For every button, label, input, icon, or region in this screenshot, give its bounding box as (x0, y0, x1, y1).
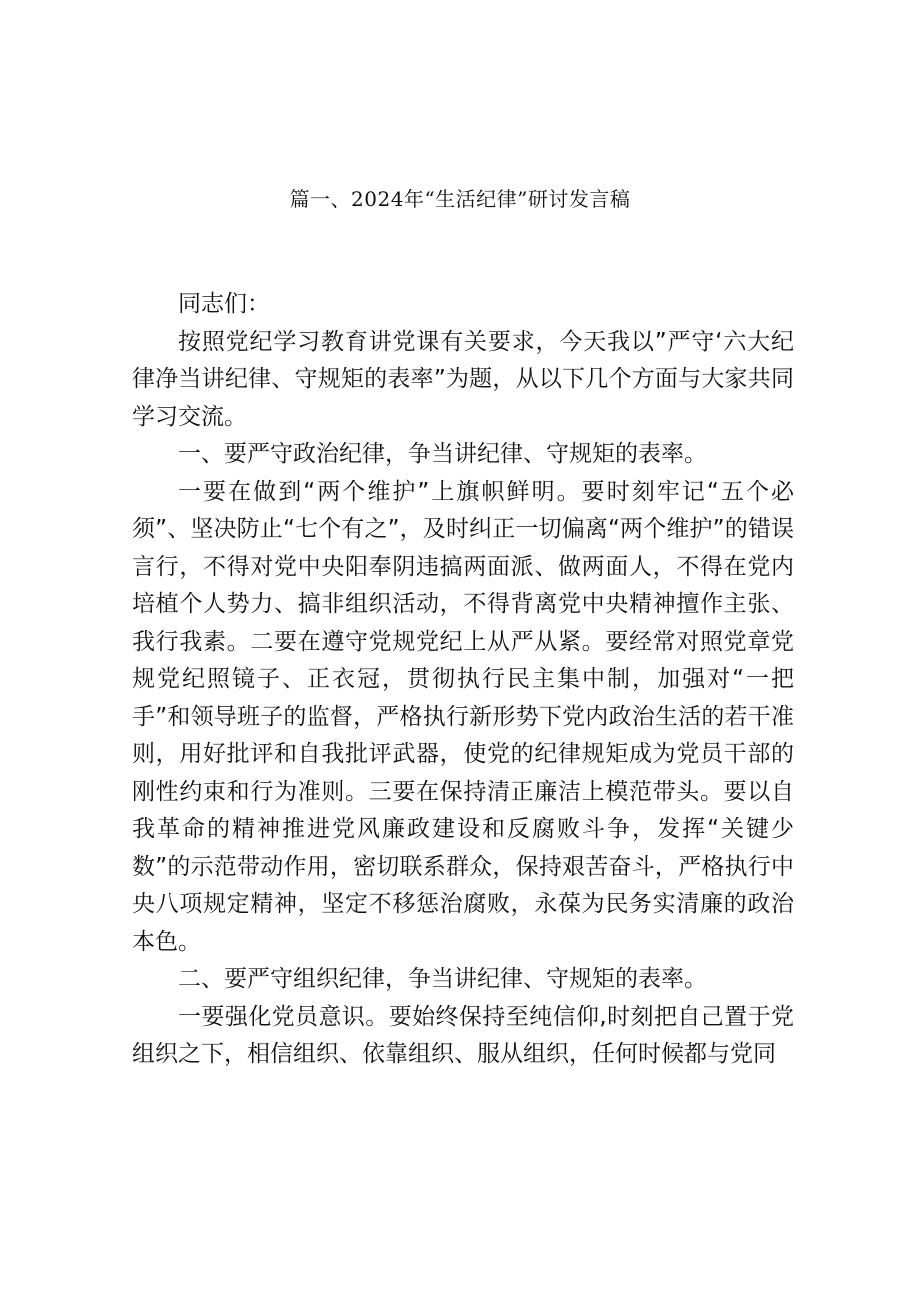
section-body-1: 一要在做到“两个维护”上旗帜鲜明。要时刻牢记“五个必须”、坚决防止“七个有之”，及时纠正一切偏离“两个维护”的错误言行，不得对党中央阳奉阴违搞两面派、做两面人，不得在党内培植个人势力、搞非组织活动，不得背离党中央精神擅作主张、我行我素。二要在遵守党规党纪上从严从紧。要经常对照党章党规党纪照镜子、正衣冠，贯彻执行民主集中制，加强对“一把手”和领导班子的监督，严格执行新形势下党内政治生活的若干准则，用好批评和自我批评武器，使党的纪律规矩成为党员干部的刚性约束和行为准则。三要在保持清正廉洁上模范带头。要以自我革命的精神推进党风廉政建设和反腐败斗争，发挥“关键少数”的示范带动作用，密切联系群众，保持艰苦奋斗，严格执行中央八项规定精神，坚定不移惩治腐败，永葆为民务实清廉的政治本色。 (132, 478, 794, 955)
document-title: 篇一、2024年“生活纪律”研讨发言稿 (289, 187, 631, 211)
section-heading-1: 一、要严守政治纪律，争当讲纪律、守规矩的表率。 (178, 441, 707, 467)
intro-paragraph: 按照党纪学习教育讲党课有关要求，今天我以”严守‘六大纪律净当讲纪律、守规矩的表率”为题，从以下几个方面与大家共同学习交流。 (132, 328, 794, 430)
section-heading-2: 二、要严守组织纪律，争当讲纪律、守规矩的表率。 (178, 966, 707, 992)
section-body-2: 一要强化党员意识。要始终保持至纯信仰,时刻把自己置于党组织之下，相信组织、依靠组织、服从组织，任何时候都与党同 (132, 1003, 794, 1067)
document-body (132, 286, 794, 1074)
salutation-paragraph: 同志们： (178, 291, 270, 317)
